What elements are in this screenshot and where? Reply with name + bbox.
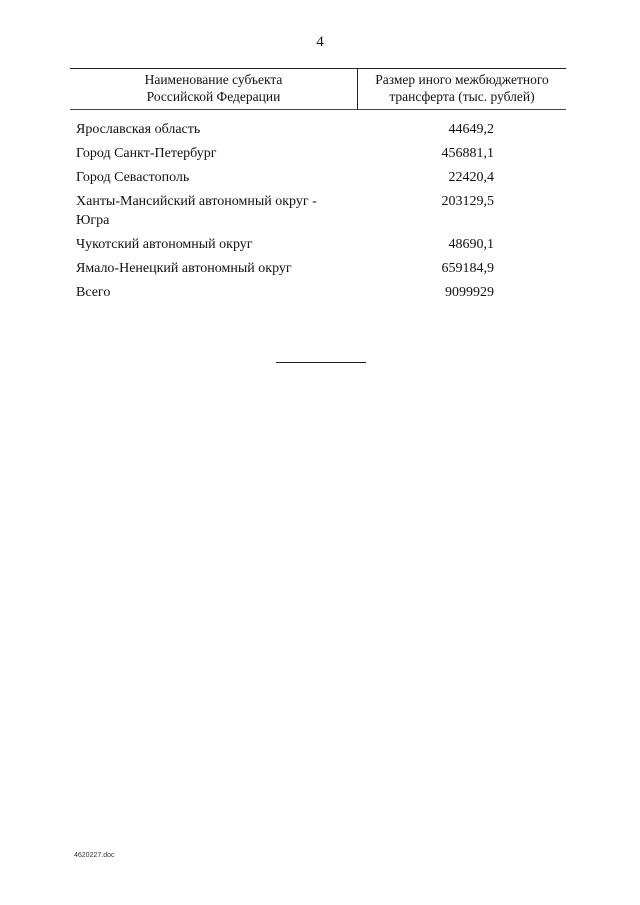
header-subject-name [70, 71, 357, 105]
row-transfer-value: 456881,1 [441, 146, 494, 161]
row-subject-name: Ямало-Ненецкий автономный округ [76, 261, 292, 276]
table-row [76, 192, 566, 230]
row-subject-name: Ярославская область [76, 122, 201, 137]
row-subject-name: Ханты-Мансийский автономный округ - Югра [76, 194, 317, 228]
row-total-value: 9099929 [445, 285, 494, 300]
closing-rule [276, 362, 366, 363]
row-transfer-value: 659184,9 [441, 261, 494, 276]
header-subject-line-1: Наименование субъекта [144, 72, 283, 87]
row-transfer-value: 203129,5 [441, 194, 494, 209]
row-transfer-value: 44649,2 [448, 122, 494, 137]
row-subject-name: Город Санкт-Петербург [76, 146, 217, 161]
header-amount-line-2: трансферта (тыс. рублей) [389, 89, 535, 104]
header-amount-line-1: Размер иного межбюджетного [375, 72, 549, 87]
table-header [70, 68, 566, 110]
page-number: 4 [316, 34, 324, 50]
row-transfer-value: 48690,1 [448, 237, 494, 252]
row-total-label: Всего [76, 285, 111, 300]
header-transfer-amount [358, 71, 566, 105]
table-row [76, 168, 566, 187]
row-subject-name: Город Севастополь [76, 170, 190, 185]
row-subject-name: Чукотский автономный округ [76, 237, 253, 252]
table-body [76, 120, 566, 307]
table-row [76, 259, 566, 278]
header-subject-line-2: Российской Федерации [146, 89, 281, 104]
table-row [76, 144, 566, 163]
table-row [76, 120, 566, 139]
table-row [76, 235, 566, 254]
transfer-table [70, 68, 566, 300]
row-transfer-value: 22420,4 [448, 170, 494, 185]
footer-filename: 4620227.doc [74, 852, 115, 859]
table-row-total [76, 283, 566, 302]
